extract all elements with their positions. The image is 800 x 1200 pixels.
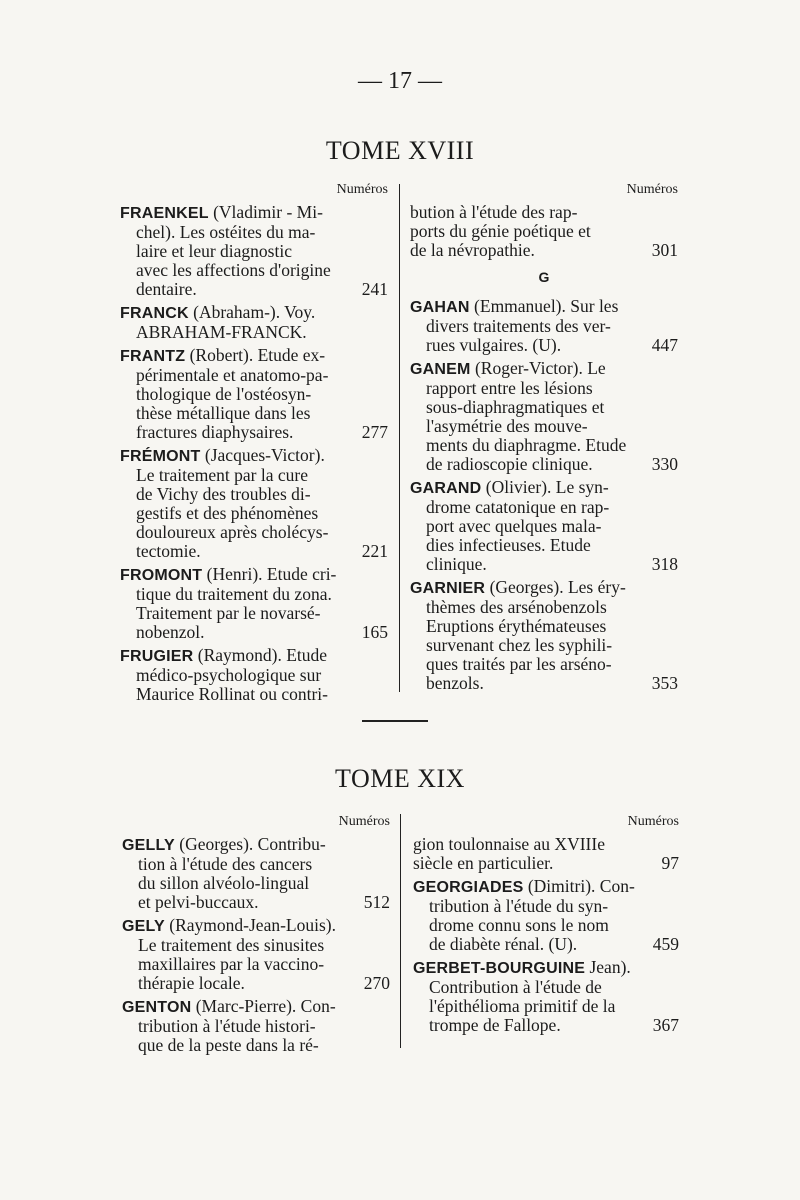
- entry-description: du sillon alvéolo-lingual: [138, 873, 310, 893]
- author-name: GERBET-BOURGUINE: [413, 960, 586, 977]
- entry-text: [429, 978, 602, 997]
- author-name: GARAND: [410, 480, 482, 497]
- column-header: Numéros: [338, 814, 390, 829]
- entry-line: [120, 585, 388, 604]
- entry-description: tribution à l'étude du syn-: [429, 896, 609, 916]
- entry-description: gion toulonnaise au XVIIIe: [413, 834, 605, 854]
- entry-line: [120, 203, 388, 223]
- entry-line: [413, 835, 679, 854]
- entry-line: [410, 478, 678, 498]
- entry-number: 301: [651, 240, 678, 260]
- entry-text: [136, 623, 205, 642]
- entry-text: [136, 685, 328, 704]
- entry-text: [426, 317, 611, 336]
- thesis-entry: [120, 346, 388, 442]
- entry-text: [429, 897, 608, 916]
- entry-description: Le traitement des sinusites: [138, 935, 325, 955]
- entry-line: [410, 617, 678, 636]
- thesis-entry: [410, 359, 678, 474]
- entry-description: de la névropathie.: [410, 240, 535, 260]
- thesis-entry: [410, 578, 678, 693]
- tome-column-right: [410, 180, 678, 697]
- entry-line: [120, 565, 388, 585]
- entry-description: Eruptions érythémateuses: [426, 616, 607, 636]
- entry-text: [426, 398, 604, 417]
- entry-text: [122, 997, 336, 1017]
- entry-text: [120, 303, 315, 323]
- entry-line: [410, 455, 678, 474]
- entry-number: 367: [652, 1015, 679, 1035]
- tome-column-left: [120, 180, 388, 708]
- entry-line: [120, 303, 388, 323]
- entry-description: siècle en particulier.: [413, 853, 554, 873]
- entry-description: Le traitement par la cure: [136, 465, 308, 485]
- entry-description: (Abraham-). Voy.: [188, 302, 316, 322]
- entry-number: 165: [361, 622, 388, 642]
- entry-line: [122, 1036, 390, 1055]
- entry-description: fractures diaphysaires.: [136, 422, 294, 442]
- entry-text: [120, 646, 327, 666]
- entry-description: benzols.: [426, 673, 484, 693]
- entry-description: de radioscopie clinique.: [426, 454, 593, 474]
- entry-line: [120, 261, 388, 280]
- entry-number: 221: [361, 541, 388, 561]
- entry-line: [122, 916, 390, 936]
- entry-text: [426, 536, 591, 555]
- entry-description: l'asymétrie des mouve-: [426, 416, 588, 436]
- entry-description: thèmes des arsénobenzols: [426, 597, 607, 617]
- author-name: GANEM: [410, 361, 471, 378]
- entry-number: 459: [652, 934, 679, 954]
- thesis-entry: [120, 446, 388, 561]
- entry-description: (Jacques-Victor).: [200, 445, 325, 465]
- entry-line: [413, 935, 679, 954]
- section-divider: [362, 720, 428, 722]
- entry-description: drome connu sons le nom: [429, 915, 609, 935]
- entry-line: [120, 685, 388, 704]
- thesis-entry: [122, 997, 390, 1055]
- entry-line: [413, 877, 679, 897]
- entry-line: [413, 1016, 679, 1035]
- thesis-entry: [410, 297, 678, 355]
- entry-text: [136, 666, 321, 685]
- entry-line: [120, 404, 388, 423]
- entry-line: [410, 436, 678, 455]
- entry-text: [120, 565, 336, 585]
- entry-description: ABRAHAM-FRANCK.: [136, 322, 307, 342]
- entry-line: [410, 578, 678, 598]
- entry-line: [410, 636, 678, 655]
- tome-column-right: [413, 812, 679, 1039]
- entry-text: [426, 655, 612, 674]
- entry-line: [120, 280, 388, 299]
- entry-line: [122, 893, 390, 912]
- author-name: GEORGIADES: [413, 879, 524, 896]
- entry-line: [410, 417, 678, 436]
- entry-description: de Vichy des troubles di-: [136, 484, 311, 504]
- entry-line: [413, 997, 679, 1016]
- entry-line: [122, 955, 390, 974]
- entry-text: [410, 203, 577, 222]
- entry-line: [122, 835, 390, 855]
- entry-text: [136, 504, 318, 523]
- author-name: FROMONT: [120, 567, 203, 584]
- entry-text: [410, 241, 535, 260]
- entry-text: [136, 585, 332, 604]
- entry-description: chel). Les ostéites du ma-: [136, 222, 316, 242]
- entry-text: [410, 222, 591, 241]
- entry-line: [120, 385, 388, 404]
- entry-line: [410, 203, 678, 222]
- entry-line: [120, 423, 388, 442]
- entry-description: dies infectieuses. Etude: [426, 535, 591, 555]
- entry-description: (Marc-Pierre). Con-: [191, 996, 336, 1016]
- entry-text: [429, 935, 577, 954]
- entry-text: [413, 877, 635, 897]
- entry-line: [410, 598, 678, 617]
- thesis-entry: [413, 835, 679, 873]
- thesis-entry: [120, 565, 388, 642]
- entry-line: [413, 897, 679, 916]
- entry-line: [120, 666, 388, 685]
- entry-description: douloureux après cholécys-: [136, 522, 329, 542]
- entry-line: [120, 542, 388, 561]
- entry-text: [136, 423, 293, 442]
- entry-description: thologique de l'ostéosyn-: [136, 384, 312, 404]
- entry-text: [136, 261, 331, 280]
- entry-number: 277: [361, 422, 388, 442]
- entry-line: [410, 517, 678, 536]
- entry-text: [138, 855, 312, 874]
- entry-line: [120, 242, 388, 261]
- entry-line: [410, 317, 678, 336]
- entry-line: [410, 222, 678, 241]
- entry-line: [120, 623, 388, 642]
- entry-description: port avec quelques mala-: [426, 516, 602, 536]
- entry-line: [410, 241, 678, 260]
- entry-description: nobenzol.: [136, 622, 205, 642]
- entry-description: (Dimitri). Con-: [523, 876, 635, 896]
- entry-text: [426, 674, 484, 693]
- entry-description: périmentale et anatomo-pa-: [136, 365, 329, 385]
- entry-line: [413, 958, 679, 978]
- entry-text: [426, 598, 607, 617]
- entry-text: [120, 346, 325, 366]
- entry-text: [122, 916, 336, 936]
- entry-number: 241: [361, 279, 388, 299]
- entry-text: [410, 297, 618, 317]
- entry-line: [120, 646, 388, 666]
- entry-text: [413, 835, 605, 854]
- author-name: FRAENKEL: [120, 205, 209, 222]
- entry-line: [120, 323, 388, 342]
- entry-description: (Georges). Contribu-: [174, 834, 326, 854]
- entry-description: ports du génie poétique et: [410, 221, 591, 241]
- page-number: — 17 —: [358, 68, 442, 94]
- entry-number: 330: [651, 454, 678, 474]
- entry-text: [426, 336, 561, 355]
- author-name: GELLY: [122, 837, 175, 854]
- entry-text: [136, 404, 310, 423]
- entry-line: [120, 485, 388, 504]
- entry-description: (Olivier). Le syn-: [481, 477, 609, 497]
- author-name: GARNIER: [410, 580, 486, 597]
- entry-description: Maurice Rollinat ou contri-: [136, 684, 328, 704]
- entry-number: 270: [363, 973, 390, 993]
- entry-description: (Robert). Etude ex-: [185, 345, 326, 365]
- entry-number: 447: [651, 335, 678, 355]
- thesis-entry: [122, 916, 390, 993]
- entry-description: drome catatonique en rap-: [426, 497, 610, 517]
- thesis-entry: [120, 303, 388, 342]
- entry-text: [426, 617, 606, 636]
- entry-number: 353: [651, 673, 678, 693]
- author-name: FRÉMONT: [120, 448, 201, 465]
- entry-number: 97: [661, 853, 679, 873]
- entry-line: [120, 466, 388, 485]
- entry-text: [426, 436, 626, 455]
- entry-line: [410, 555, 678, 574]
- entry-text: [410, 359, 606, 379]
- entry-description: ments du diaphragme. Etude: [426, 435, 627, 455]
- entry-description: clinique.: [426, 554, 487, 574]
- entry-description: dentaire.: [136, 279, 197, 299]
- thesis-entry: [120, 646, 388, 704]
- entry-description: (Henri). Etude cri-: [202, 564, 337, 584]
- entry-text: [136, 604, 321, 623]
- entry-description: (Roger-Victor). Le: [470, 358, 606, 378]
- entry-description: de diabète rénal. (U).: [429, 934, 578, 954]
- entry-description: avec les affections d'origine: [136, 260, 331, 280]
- entry-description: rapport entre les lésions: [426, 378, 593, 398]
- entry-text: [136, 323, 307, 342]
- entry-text: [426, 379, 593, 398]
- column-header: Numéros: [627, 814, 679, 829]
- entry-line: [410, 398, 678, 417]
- entry-text: [413, 958, 631, 978]
- entry-description: laire et leur diagnostic: [136, 241, 292, 261]
- author-name: GAHAN: [410, 299, 470, 316]
- entry-line: [122, 936, 390, 955]
- thesis-entry: [413, 958, 679, 1035]
- thesis-entry: [122, 835, 390, 912]
- entry-description: (Raymond). Etude: [193, 645, 328, 665]
- thesis-entry: [410, 203, 678, 260]
- entry-line: [120, 366, 388, 385]
- entry-description: Jean).: [585, 957, 631, 977]
- entry-text: [138, 1017, 316, 1036]
- entry-description: trompe de Fallope.: [429, 1015, 561, 1035]
- column-divider: [399, 184, 400, 692]
- entry-line: [410, 359, 678, 379]
- column-header: Numéros: [626, 182, 678, 197]
- entry-text: [410, 478, 609, 498]
- author-name: FRANCK: [120, 305, 189, 322]
- entry-line: [410, 655, 678, 674]
- entry-description: tectomie.: [136, 541, 201, 561]
- column-header: Numéros: [336, 182, 388, 197]
- entry-line: [413, 854, 679, 873]
- author-name: FRUGIER: [120, 648, 194, 665]
- entry-description: gestifs et des phénomènes: [136, 503, 319, 523]
- entry-description: ques traités par les arséno-: [426, 654, 612, 674]
- entry-description: (Emmanuel). Sur les: [469, 296, 619, 316]
- entry-number: 318: [651, 554, 678, 574]
- entry-description: maxillaires par la vaccino-: [138, 954, 325, 974]
- entry-text: [136, 366, 328, 385]
- tome-title: TOME XIX: [335, 764, 465, 793]
- entry-description: tribution à l'étude histori-: [138, 1016, 316, 1036]
- entry-description: (Georges). Les éry-: [485, 577, 626, 597]
- entry-line: [120, 223, 388, 242]
- entry-line: [120, 346, 388, 366]
- entry-description: (Vladimir - Mi-: [208, 202, 323, 222]
- entry-text: [136, 385, 311, 404]
- entry-text: [136, 466, 308, 485]
- entry-line: [410, 674, 678, 693]
- entry-description: Traitement par le novarsé-: [136, 603, 321, 623]
- entry-line: [410, 379, 678, 398]
- entry-line: [122, 855, 390, 874]
- thesis-entry: [410, 478, 678, 574]
- entry-text: [120, 203, 323, 223]
- entry-line: [120, 446, 388, 466]
- entry-text: [426, 498, 609, 517]
- section-letter: G: [538, 269, 550, 285]
- entry-text: [426, 455, 593, 474]
- entry-text: [138, 1036, 319, 1055]
- author-name: FRANTZ: [120, 348, 186, 365]
- entry-description: l'épithélioma primitif de la: [429, 996, 616, 1016]
- entry-description: thérapie locale.: [138, 973, 245, 993]
- entry-line: [122, 997, 390, 1017]
- entry-line: [410, 498, 678, 517]
- entry-description: divers traitements des ver-: [426, 316, 611, 336]
- entry-line: [122, 874, 390, 893]
- tome-title: TOME XVIII: [325, 136, 475, 165]
- entry-line: [413, 916, 679, 935]
- entry-text: [136, 223, 315, 242]
- entry-description: bution à l'étude des rap-: [410, 202, 578, 222]
- entry-description: (Raymond-Jean-Louis).: [164, 915, 336, 935]
- entry-line: [122, 974, 390, 993]
- entry-description: que de la peste dans la ré-: [138, 1035, 319, 1055]
- entry-line: [120, 504, 388, 523]
- entry-description: et pelvi-buccaux.: [138, 892, 259, 912]
- author-name: GENTON: [122, 999, 192, 1016]
- entry-text: [410, 578, 626, 598]
- entry-text: [136, 542, 201, 561]
- entry-description: thèse métallique dans les: [136, 403, 311, 423]
- entry-line: [122, 1017, 390, 1036]
- entry-text: [429, 1016, 561, 1035]
- entry-description: survenant chez les syphili-: [426, 635, 613, 655]
- entry-text: [138, 974, 245, 993]
- entry-description: sous-diaphragmatiques et: [426, 397, 605, 417]
- entry-line: [413, 978, 679, 997]
- entry-line: [120, 604, 388, 623]
- entry-description: Contribution à l'étude de: [429, 977, 602, 997]
- entry-number: 512: [363, 892, 390, 912]
- column-divider: [400, 814, 401, 1048]
- thesis-entry: [413, 877, 679, 954]
- entry-line: [410, 536, 678, 555]
- entry-description: rues vulgaires. (U).: [426, 335, 562, 355]
- entry-text: [426, 517, 601, 536]
- entry-description: tion à l'étude des cancers: [138, 854, 313, 874]
- entry-line: [410, 297, 678, 317]
- entry-line: [410, 336, 678, 355]
- entry-text: [136, 485, 311, 504]
- entry-text: [138, 893, 259, 912]
- entry-text: [138, 955, 324, 974]
- entry-text: [138, 936, 324, 955]
- entry-text: [122, 835, 326, 855]
- entry-text: [136, 242, 292, 261]
- entry-text: [429, 997, 615, 1016]
- entry-text: [413, 854, 553, 873]
- entry-text: [136, 280, 197, 299]
- entry-text: [120, 446, 325, 466]
- entry-description: médico-psychologique sur: [136, 665, 322, 685]
- entry-text: [136, 523, 328, 542]
- author-name: GELY: [122, 918, 165, 935]
- entry-text: [426, 417, 588, 436]
- entry-text: [429, 916, 609, 935]
- entry-text: [426, 555, 487, 574]
- thesis-entry: [120, 203, 388, 299]
- entry-text: [426, 636, 612, 655]
- entry-text: [138, 874, 309, 893]
- entry-description: tique du traitement du zona.: [136, 584, 332, 604]
- tome-column-left: [122, 812, 390, 1059]
- entry-line: [120, 523, 388, 542]
